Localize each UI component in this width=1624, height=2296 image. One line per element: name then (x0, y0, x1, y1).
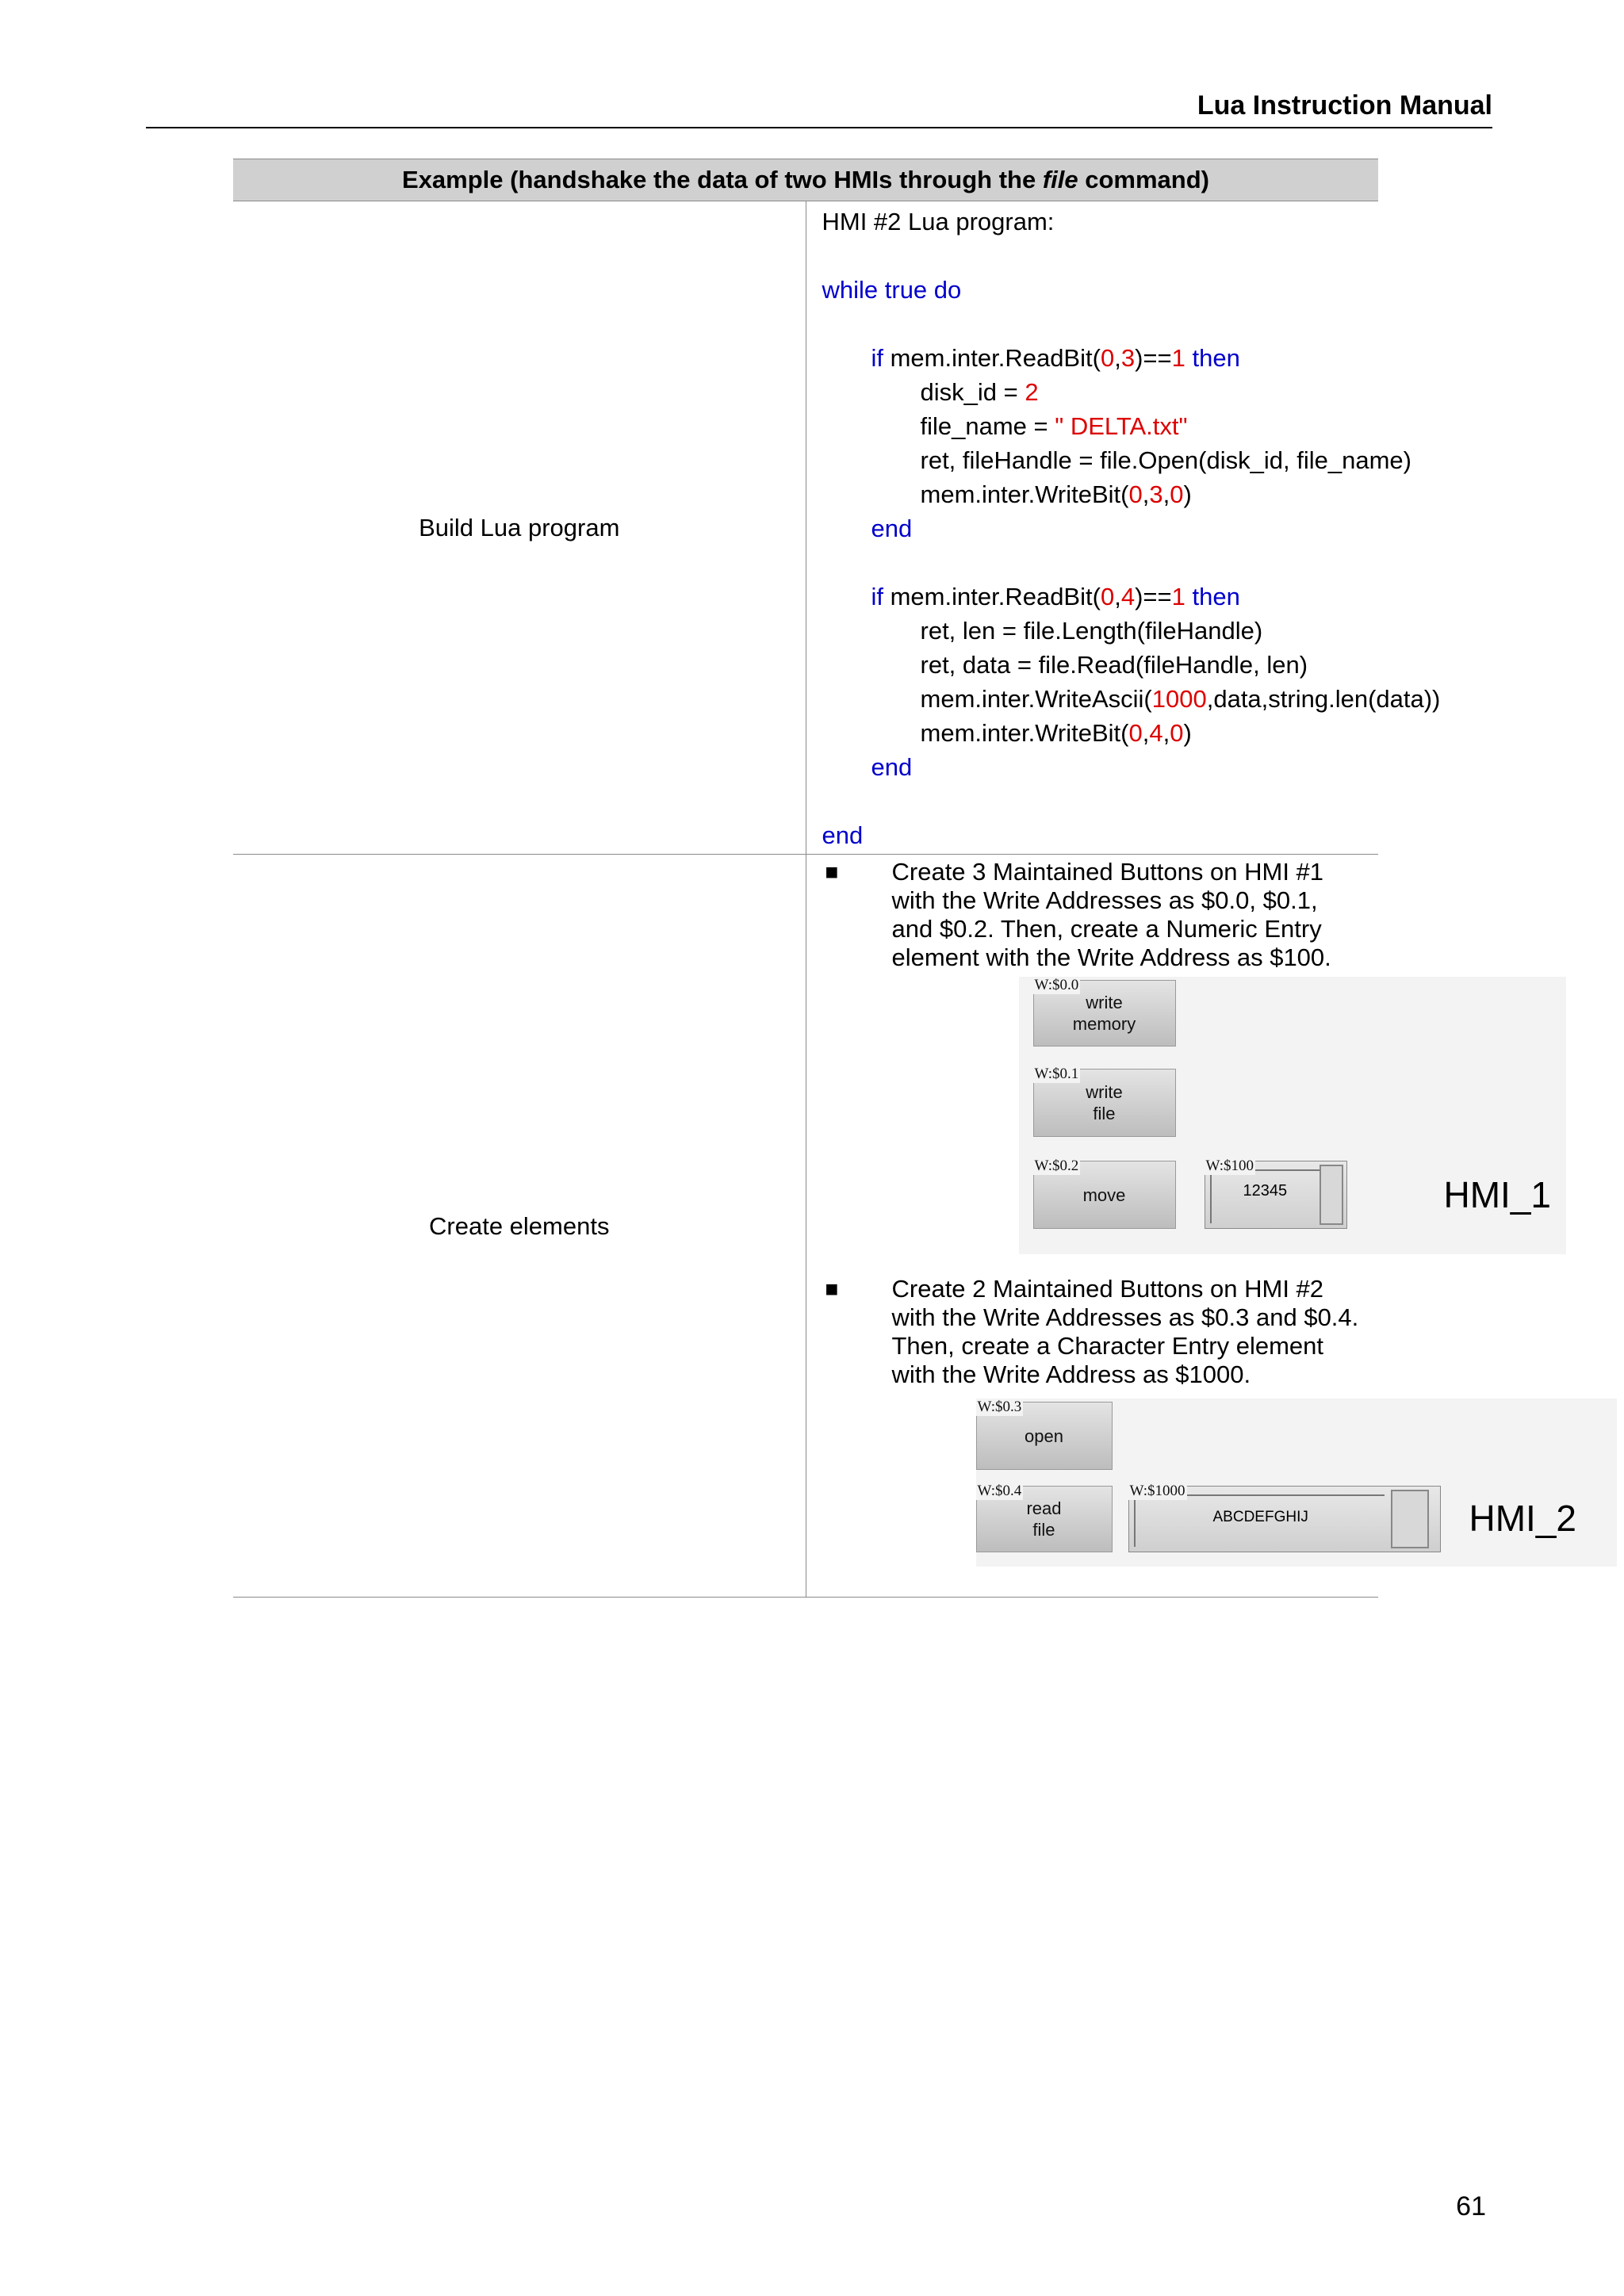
heading-italic: file (1042, 166, 1078, 193)
entry-address-tag: W:$1000 (1129, 1483, 1185, 1499)
heading-suffix: command) (1078, 166, 1209, 193)
code-line: ret, data = file.Read(fileHandle, len) (920, 651, 1308, 679)
hmi2-name: HMI_2 (1469, 1498, 1576, 1539)
code-line: disk_id = 2 (920, 378, 1039, 406)
open-button: open (976, 1402, 1113, 1470)
hmi1-screenshot (1019, 977, 1566, 1254)
bullet-text: Create 3 Maintained Buttons on HMI #1 with the Write Addresses as $0.0, $0.1, and $0.2. Then, create a Numeric Entry element with the Write Address as $100. (891, 858, 1331, 971)
code-line: file_name = " DELTA.txt" (920, 412, 1188, 440)
numeric-entry-value: 12345 (1243, 1182, 1288, 1200)
bullet-text: Create 2 Maintained Buttons on HMI #2 with the Write Addresses as $0.3 and $0.4. Then, create a Character Entry element with the Write Address as $1000. (891, 1275, 1359, 1388)
write-memory-button: write memory (1033, 980, 1176, 1047)
code-line: mem.inter.WriteBit(0,3,0) (920, 480, 1192, 508)
code-line: ret, fileHandle = file.Open(disk_id, file_name) (920, 446, 1411, 474)
character-entry-value: ABCDEFGHIJ (1212, 1509, 1308, 1525)
code-intro: HMI #2 Lua program: (822, 208, 1055, 235)
bullet-square-icon: ■ (825, 859, 839, 884)
page-number: 61 (1456, 2191, 1486, 2221)
running-header: Lua Instruction Manual (1197, 90, 1492, 121)
example-table (233, 159, 1576, 1598)
hmi2-screenshot (976, 1399, 1617, 1567)
code-line: end (871, 753, 913, 781)
button-address-tag: W:$0.2 (1034, 1158, 1079, 1174)
entry-address-tag: W:$100 (1205, 1158, 1254, 1174)
code-line: mem.inter.WriteBit(0,4,0) (920, 719, 1192, 747)
code-line: if mem.inter.ReadBit(0,4)==1 then (871, 583, 1240, 610)
button-address-tag: W:$0.3 (977, 1399, 1022, 1415)
bullet-hmi1 (822, 858, 1379, 972)
code-line: ret, len = file.Length(fileHandle) (920, 617, 1263, 645)
button-address-tag: W:$0.1 (1034, 1066, 1079, 1082)
table-heading (233, 159, 1378, 201)
heading-prefix: Example (handshake the data of two HMIs through the (402, 166, 1043, 193)
code-line: end (871, 515, 913, 542)
move-button: move (1033, 1161, 1176, 1229)
elements-cell (806, 855, 1576, 1598)
row-label-create: Create elements (233, 855, 806, 1598)
table-row (233, 201, 1378, 855)
code-while: while true do (822, 276, 962, 304)
header-rule (146, 127, 1492, 128)
code-line: mem.inter.WriteAscii(1000,data,string.len(data)) (920, 685, 1441, 713)
table-row (233, 855, 1378, 1598)
code-line: if mem.inter.ReadBit(0,3)==1 then (871, 344, 1240, 372)
bullet-hmi2 (822, 1275, 1379, 1389)
hmi1-name: HMI_1 (1443, 1174, 1551, 1215)
row-label-build: Build Lua program (233, 201, 806, 855)
code-cell (806, 201, 1441, 855)
button-address-tag: W:$0.0 (1034, 977, 1079, 993)
lua-code (822, 201, 1441, 854)
write-file-button: write file (1033, 1069, 1176, 1137)
button-address-tag: W:$0.4 (977, 1483, 1022, 1499)
code-end: end (822, 821, 864, 849)
read-file-button: read file (976, 1486, 1113, 1552)
bullet-square-icon: ■ (825, 1276, 839, 1301)
